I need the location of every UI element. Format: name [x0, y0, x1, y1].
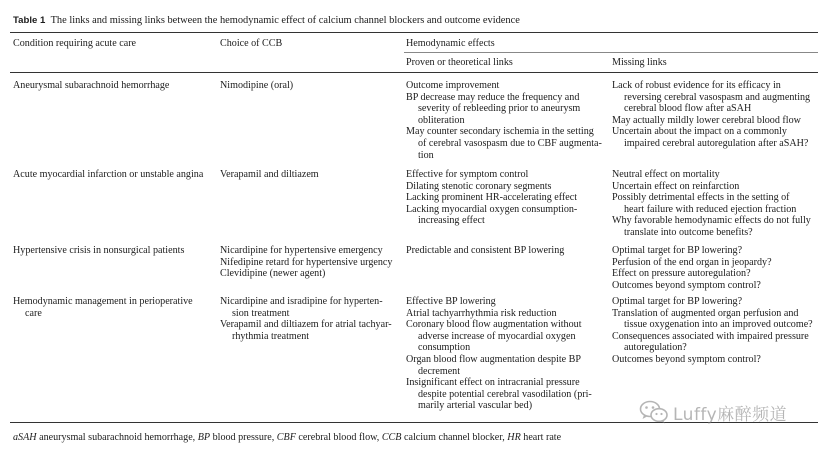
cell-missing [612, 80, 810, 150]
cell-line: Optimal target for BP lowering? [612, 296, 743, 307]
header-proven-links: Proven or theoretical links [406, 57, 513, 68]
cell-line: Insignificant effect on intracranial pressure [406, 377, 580, 389]
cell-line: Uncertain effect on reinfarction [612, 180, 740, 192]
cell-line: Optimal target for BP lowering? [612, 245, 743, 256]
cell-proven [406, 80, 602, 161]
table-caption-text: The links and missing links between the hemodynamic effect of calcium channel blockers and outcome evidence [50, 15, 520, 26]
footnote-definition: aneurysmal subarachnoid hemorrhage, [36, 432, 198, 443]
cell-line: Dilating stenotic coronary segments [406, 180, 552, 192]
cell-proven [406, 245, 564, 257]
cell-line: marily arterial vascular bed) [418, 400, 533, 412]
cell-line: Translation of augmented organ perfusion and [612, 307, 799, 319]
footnote-definition: blood pressure, [210, 432, 277, 443]
cell-line: Hypertensive crisis in nonsurgical patients [13, 245, 185, 256]
cell-line: Coronary blood flow augmentation without [406, 319, 582, 331]
cell-line: Organ blood flow augmentation despite BP [406, 353, 582, 365]
cell-line: Atrial tachyarrhythmia risk reduction [406, 307, 557, 319]
cell-line: BP decrease may reduce the frequency and [406, 91, 580, 103]
watermark [639, 399, 787, 425]
cell-ccb [220, 245, 392, 280]
watermark-text: Luffy麻醉频道 [673, 404, 788, 425]
header-spanner-rule [404, 52, 818, 53]
cell-line: May actually mildly lower cerebral blood flow [612, 114, 801, 126]
footnote-abbr: CBF [276, 432, 296, 443]
header-hemodynamic-effects: Hemodynamic effects [406, 38, 495, 49]
cell-line: translate into outcome benefits? [624, 226, 753, 238]
cell-line: Consequences associated with impaired pressure [612, 330, 809, 342]
table-caption-label: Table 1 [13, 15, 46, 26]
table-caption [13, 15, 520, 27]
cell-line: Effective BP lowering [406, 296, 496, 307]
cell-line: Nimodipine (oral) [220, 80, 294, 91]
cell-line: severity of rebleeding prior to aneurysm [418, 103, 581, 115]
cell-line: sion treatment [232, 307, 290, 319]
cell-missing [612, 296, 813, 366]
cell-line: Nifedipine retard for hypertensive urgency [220, 256, 393, 268]
cell-line: Clevidipine (newer agent) [220, 268, 326, 280]
cell-missing [612, 169, 811, 239]
footnote-definition: calcium channel blocker, [401, 432, 508, 443]
cell-line: reversing cerebral vasospasm and augmenting [624, 91, 811, 103]
header-missing-links: Missing links [612, 57, 667, 68]
cell-line: heart failure with reduced ejection fraction [624, 203, 797, 215]
cell-line: consumption [418, 342, 471, 354]
cell-ccb [220, 296, 392, 342]
cell-line: care [25, 307, 42, 319]
cell-line: decrement [418, 365, 461, 377]
cell-line: adverse increase of myocardial oxygen [418, 330, 576, 342]
cell-line: Hemodynamic management in perioperative [13, 296, 193, 307]
cell-line: increasing effect [418, 215, 485, 227]
cell-line: Outcome improvement [406, 80, 500, 91]
cell-ccb [220, 169, 319, 181]
cell-proven [406, 169, 577, 227]
cell-line: rhythmia treatment [232, 330, 310, 342]
header-ccb: Choice of CCB [220, 38, 283, 49]
cell-line: May counter secondary ischemia in the setting [406, 126, 594, 138]
cell-ccb [220, 80, 293, 92]
cell-line: despite potential cerebral vasodilation (pri- [418, 388, 592, 400]
cell-line: Lacking prominent HR-accelerating effect [406, 192, 578, 204]
cell-line: Acute myocardial infarction or unstable angina [13, 169, 204, 180]
cell-line: Why favorable hemodynamic effects do not fully [612, 215, 811, 227]
cell-condition [13, 169, 203, 181]
cell-line: autoregulation? [624, 342, 687, 354]
cell-line: tion [418, 149, 434, 161]
cell-line: Perfusion of the end organ in jeopardy? [612, 256, 772, 268]
footnote-definition: heart rate [520, 432, 562, 443]
footnote-abbr: CCB [381, 432, 402, 443]
footnote-abbr: aSAH [13, 432, 37, 443]
cell-line: Outcomes beyond symptom control? [612, 353, 761, 365]
cell-line: Aneurysmal subarachnoid hemorrhage [13, 80, 170, 91]
footnote-abbr: HR [507, 432, 521, 443]
cell-missing [612, 245, 772, 291]
cell-line: Lack of robust evidence for its efficacy in [612, 80, 781, 91]
cell-line: of cerebral vasospasm due to CBF augmenta- [418, 137, 602, 149]
cell-line: Effective for symptom control [406, 169, 529, 180]
cell-condition [13, 80, 169, 92]
header-condition: Condition requiring acute care [13, 38, 137, 49]
cell-line: Verapamil and diltiazem [220, 169, 319, 180]
cell-line: Possibly detrimental effects in the setting of [612, 192, 790, 204]
cell-line: Nicardipine and isradipine for hyperten- [220, 296, 383, 307]
cell-line: Verapamil and diltiazem for atrial tachyar- [220, 319, 392, 331]
cell-line: Predictable and consistent BP lowering [406, 245, 565, 256]
cell-line: impaired cerebral autoregulation after aSAH? [624, 137, 809, 149]
cell-line: tissue oxygenation into an improved outcome? [624, 319, 813, 331]
cell-line: Outcomes beyond symptom control? [612, 279, 761, 291]
cell-condition [13, 296, 193, 319]
cell-line: Lacking myocardial oxygen consumption- [406, 203, 578, 215]
footnote-definition: cerebral blood flow, [295, 432, 382, 443]
cell-proven [406, 296, 592, 412]
table-footnote [13, 432, 561, 444]
table-top-rule [10, 32, 818, 33]
cell-line: Uncertain about the impact on a commonly [612, 126, 787, 138]
cell-line: cerebral blood flow after aSAH [624, 103, 752, 115]
wechat-icon [639, 399, 669, 425]
cell-line: obliteration [418, 114, 465, 126]
cell-line: Effect on pressure autoregulation? [612, 268, 751, 280]
cell-line: Neutral effect on mortality [612, 169, 720, 180]
footnote-abbr: BP [197, 432, 211, 443]
cell-condition [13, 245, 184, 257]
header-bottom-rule [10, 72, 818, 73]
cell-line: Nicardipine for hypertensive emergency [220, 245, 383, 256]
